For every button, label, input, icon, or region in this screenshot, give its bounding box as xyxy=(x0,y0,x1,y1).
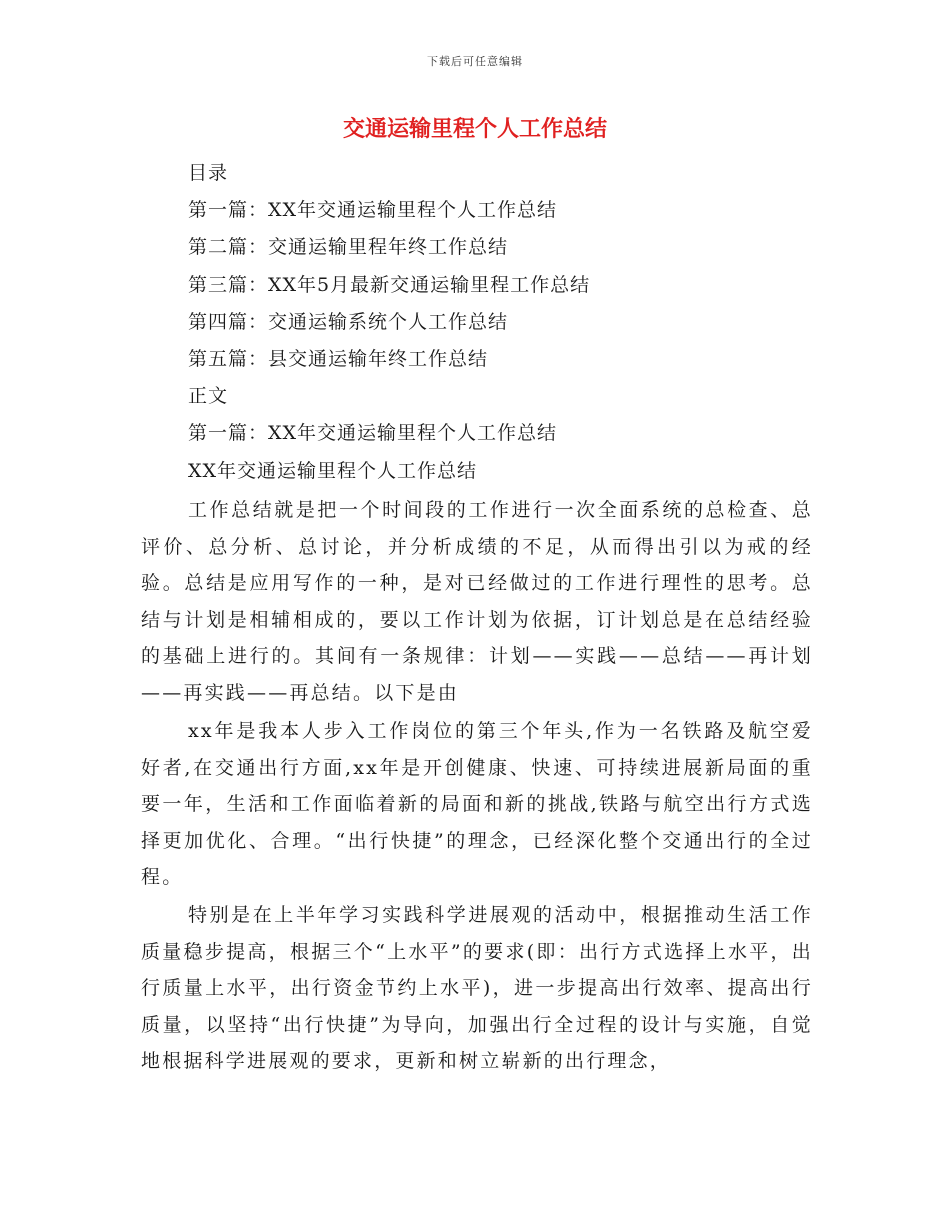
chapter-subtitle: XX年交通运输里程个人工作总结 xyxy=(188,459,478,482)
body-heading: 正文 xyxy=(188,385,229,408)
chapter-heading: 第一篇：XX年交通运输里程个人工作总结 xyxy=(188,422,558,445)
table-of-contents xyxy=(188,158,848,493)
toc-item: 第五篇：县交通运输年终工作总结 xyxy=(188,347,489,370)
paragraph: 特别是在上半年学习实践科学进展观的活动中，根据推动生活工作质量稳步提高，根据三个“上水平”的要求(即：出行方式选择上水平，出行质量上水平，出行资金节约上水平)，进一步提高出行效率、提高出行质量，以坚持“出行快捷”为导向，加强出行全过程的设计与实施，自觉地根据科学进展观的要求，更新和树立崭新的出行理念， xyxy=(141,904,813,1072)
toc-item: 第三篇：XX年5月最新交通运输里程工作总结 xyxy=(188,273,591,296)
paragraph: xx年是我本人步入工作岗位的第三个年头,作为一名铁路及航空爱好者,在交通出行方面,xx年是开创健康、快速、可持续进展新局面的重要一年，生活和工作面临着新的局面和新的挑战,铁路与航空出行方式选择更加优化、合理。“出行快捷”的理念，已经深化整个交通出行的全过程。 xyxy=(141,720,813,888)
paragraph: 工作总结就是把一个时间段的工作进行一次全面系统的总检查、总评价、总分析、总讨论，并分析成绩的不足，从而得出引以为戒的经验。总结是应用写作的一种，是对已经做过的工作进行理性的思考。总结与计划是相辅相成的，要以工作计划为依据，订计划总是在总结经验的基础上进行的。其间有一条规律：计划——实践——总结——再计划——再实践——再总结。以下是由 xyxy=(141,499,813,704)
toc-item: 第四篇：交通运输系统个人工作总结 xyxy=(188,310,509,333)
toc-item: 第二篇：交通运输里程年终工作总结 xyxy=(188,236,509,259)
document-title: 交通运输里程个人工作总结 xyxy=(342,117,607,142)
header-note: 下载后可任意编辑 xyxy=(427,55,523,68)
toc-item: 第一篇：XX年交通运输里程个人工作总结 xyxy=(188,199,558,222)
toc-heading: 目录 xyxy=(188,162,229,184)
